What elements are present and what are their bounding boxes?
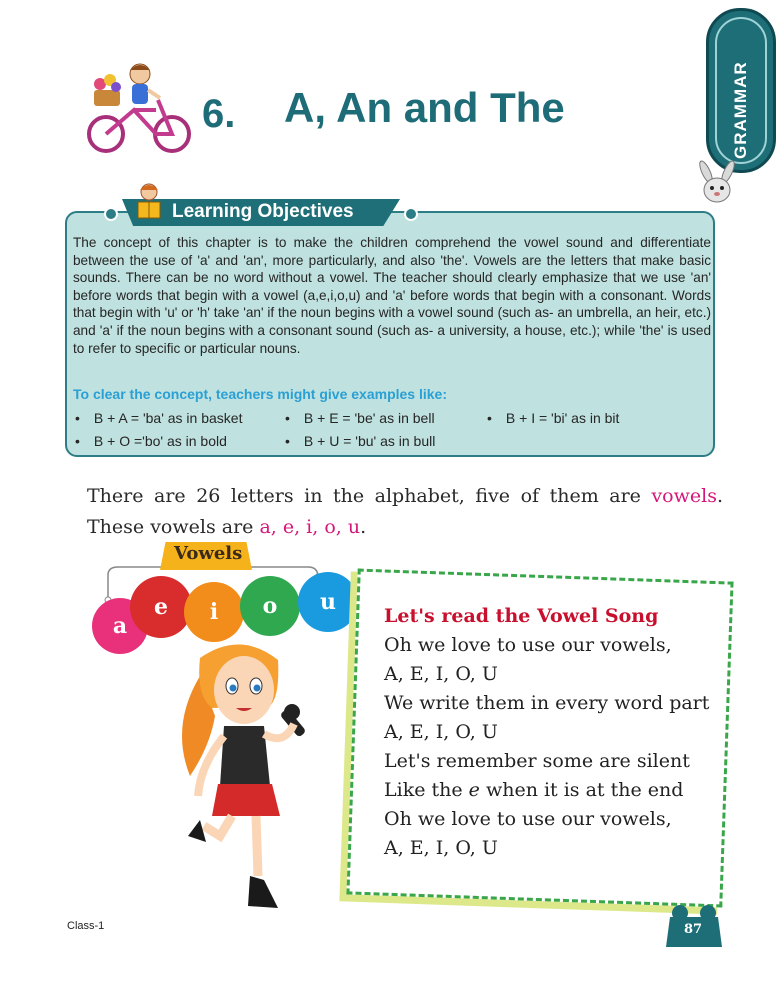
header-dot-left: [104, 207, 118, 221]
page-number: 87: [684, 922, 703, 937]
song-line: Oh we love to use our vowels,: [384, 634, 672, 656]
example-item: • B + I = 'bi' as in bit: [487, 410, 619, 426]
vowels-label: Vowels: [174, 543, 243, 564]
chapter-title: A, An and The: [284, 84, 565, 131]
footer-class-label: Class-1: [67, 920, 105, 932]
intro-paragraph: There are 26 letters in the alphabet, five of them are vowels. These vowels are a, e, i, o, u.: [87, 485, 723, 538]
learning-objectives-paragraph: The concept of this chapter is to make the children comprehend the vowel sound and differentiate between the use of 'a' and 'an', more particularly, and also 'the'. Vowels are the letters that make basic sounds. There can be no word without a vowel. The teacher should clearly emphasize that we use 'an' before words that begin with a vowel (a,e,i,o,u) and 'a' before words that begin with a consonant. Words that begin with 'u' or 'h' take 'an' if the noun begins with a vowel sound (such as- an umbrella, an heir, etc.) and 'a' if the noun begins with a consonant sound (such as- a university, a house, etc.); while 'the' is used to refer to specific or particular nouns.: [73, 235, 711, 356]
song-title: Let's read the Vowel Song: [384, 605, 659, 627]
song-line: Let's remember some are silent: [384, 750, 690, 772]
grammar-section-tab: [706, 8, 776, 173]
vowels-highlight: vowels: [651, 485, 717, 507]
rabbit-illustration: [694, 158, 740, 208]
vowel-list-highlight: a, e, i, o, u: [259, 516, 361, 538]
grammar-tab-label: GRAMMAR: [731, 61, 750, 159]
example-item: • B + E = 'be' as in bell: [285, 410, 435, 426]
boy-bicycle-illustration: [86, 60, 194, 156]
vowel-circle-u: u: [298, 572, 358, 632]
song-line: Like the e when it is at the end: [384, 779, 684, 801]
learning-objectives-heading: Learning Objectives: [172, 201, 354, 222]
examples-heading: To clear the concept, teachers might give examples like:: [73, 386, 447, 402]
header-dot-right: [404, 207, 418, 221]
chapter-number: 6.: [202, 92, 236, 136]
vowel-circle-a: a: [92, 598, 148, 654]
song-line-vowels: A, E, I, O, U: [384, 663, 498, 685]
song-line: We write them in every word part: [384, 692, 710, 714]
vowel-circle-o: o: [240, 576, 300, 636]
example-item: • B + O ='bo' as in bold: [75, 433, 227, 449]
song-line-vowels: A, E, I, O, U: [384, 837, 498, 859]
example-item: • B + U = 'bu' as in bull: [285, 433, 435, 449]
vowel-circle-e: e: [130, 576, 192, 638]
vowel-circle-i: i: [184, 582, 244, 642]
singing-girl-illustration: [160, 636, 340, 912]
teacher-reading-icon: [134, 182, 164, 222]
song-line-vowels: A, E, I, O, U: [384, 721, 498, 743]
example-item: • B + A = 'ba' as in basket: [75, 410, 242, 426]
song-line: Oh we love to use our vowels,: [384, 808, 672, 830]
